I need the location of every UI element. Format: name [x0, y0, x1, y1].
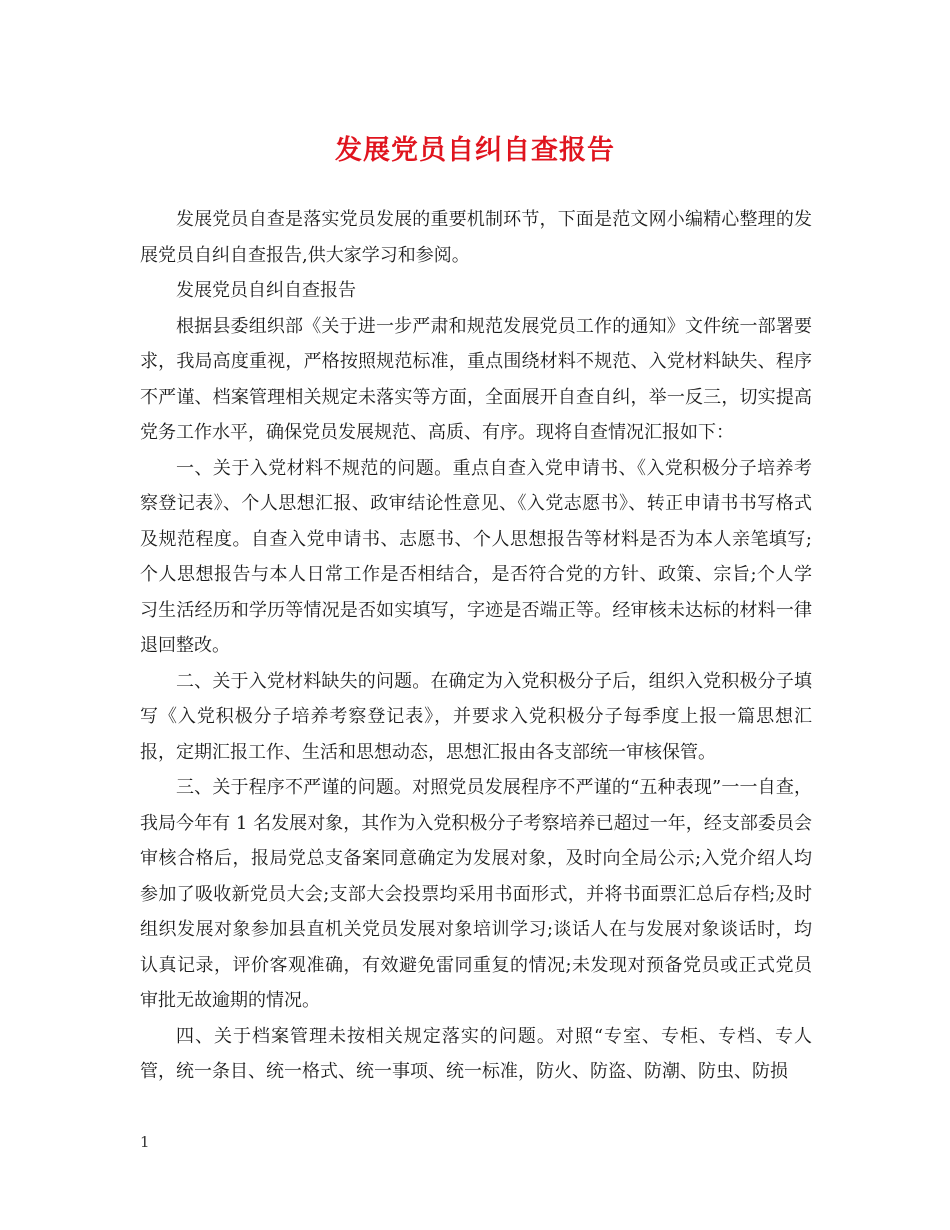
- section-three-paragraph: 三、关于程序不严谨的问题。对照党员发展程序不严谨的“五种表现”一一自查，我局今年有 1 名发展对象，其作为入党积极分子考察培养已超过一年，经支部委员会审核合格后，报局党总支备案同意确定为发展对象，及时向全局公示;入党介绍人均参加了吸收新党员大会;支部大会投票均采用书面形式，并将书面票汇总后存档;及时组织发展对象参加县直机关党员发展对象培训学习;谈话人在与发展对象谈话时，均认真记录，评价客观准确，有效避免雷同重复的情况;未发现对预备党员或正式党员审批无故逾期的情况。: [140, 777, 813, 1011]
- background-paragraph: 根据县委组织部《关于进一步严肃和规范发展党员工作的通知》文件统一部署要求，我局高度重视，严格按照规范标准，重点围绕材料不规范、入党材料缺失、程序不严谨、档案管理相关规定未落实等方面，全面展开自查自纠，举一反三，切实提高党务工作水平，确保党员发展规范、高质、有序。现将自查情况汇报如下：: [140, 315, 812, 443]
- intro-paragraph: 发展党员自查是落实党员发展的重要机制环节，下面是范文网小编精心整理的发展党员自纠自查报告,供大家学习和参阅。: [140, 209, 812, 266]
- document-title: 发展党员自纠自查报告: [335, 135, 615, 166]
- document-body: [140, 202, 812, 1090]
- section-two-paragraph: 二、关于入党材料缺失的问题。在确定为入党积极分子后，组织入党积极分子填写《入党积极分子培养考察登记表》，并要求入党积极分子每季度上报一篇思想汇报，定期汇报工作、生活和思想动态，思想汇报由各支部统一审核保管。: [140, 670, 812, 763]
- report-subtitle: 发展党员自纠自查报告: [176, 280, 356, 301]
- page-number: 1: [140, 1133, 150, 1151]
- section-four-paragraph: 四、关于档案管理未按相关规定落实的问题。对照“专室、专柜、专档、专人管，统一条目、统一格式、统一事项、统一标准，防火、防盗、防潮、防虫、防损: [140, 1025, 812, 1082]
- section-one-paragraph: 一、关于入党材料不规范的问题。重点自查入党申请书、《入党积极分子培养考察登记表》、个人思想汇报、政审结论性意见、《入党志愿书》、转正申请书书写格式及规范程度。自查入党申请书、志愿书、个人思想报告等材料是否为本人亲笔填写;个人思想报告与本人日常工作是否相结合，是否符合党的方针、政策、宗旨;个人学习生活经历和学历等情况是否如实填写，字迹是否端正等。经审核未达标的材料一律退回整改。: [140, 457, 812, 656]
